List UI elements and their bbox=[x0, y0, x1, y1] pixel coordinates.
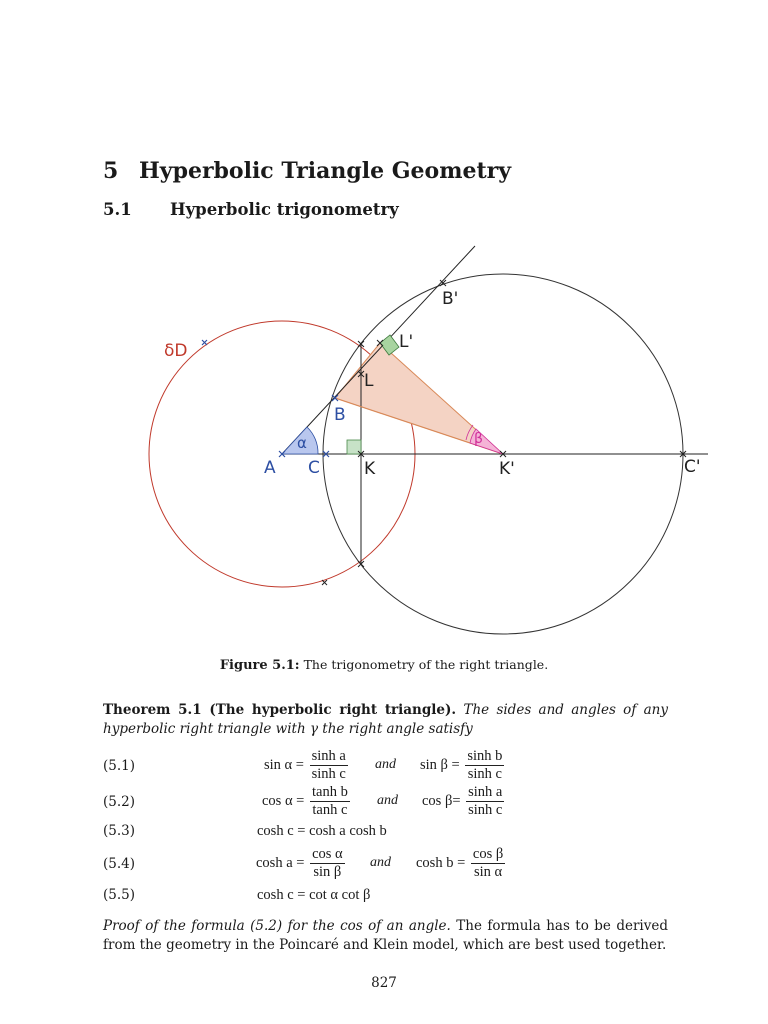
equation-left: cosh a = $\frac{\text{cos α}}{\text{sin β}}$ bbox=[256, 846, 343, 880]
equation-5-5 bbox=[103, 887, 668, 905]
label-b: B bbox=[334, 405, 346, 425]
connector-and: and bbox=[375, 757, 396, 772]
proof-lead: Proof of the formula (5.2) for the cos of an angle. bbox=[103, 918, 451, 934]
caption-text: The trigonometry of the right triangle. bbox=[303, 657, 549, 672]
equation-body: cosh c = cot α cot β bbox=[257, 887, 371, 903]
fraction: $\frac{\text{tanh b}}{\text{tanh c}}$ bbox=[311, 784, 348, 818]
section-title: Hyperbolic Triangle Geometry bbox=[139, 158, 512, 184]
theorem bbox=[103, 701, 668, 739]
page-number: 827 bbox=[371, 975, 397, 991]
equation-right: cos β= $\frac{\text{sinh a}}{\text{sinh c}}$ bbox=[422, 784, 503, 818]
equation-5-4 bbox=[103, 846, 668, 884]
equation-left: cos α = $\frac{\text{tanh b}}{\text{tanh c}}$ bbox=[262, 784, 348, 818]
subsection-number: 5.1 bbox=[103, 200, 132, 219]
proof-text: The formula has to be derived from the geometry in the Poincaré and Klein model, which are best used together. bbox=[103, 918, 668, 953]
point-lower bbox=[322, 580, 327, 585]
figure-caption bbox=[0, 657, 768, 673]
fraction: $\frac{\text{sinh a}}{\text{sinh c}}$ bbox=[311, 748, 346, 782]
subsection-title: Hyperbolic trigonometry bbox=[170, 200, 399, 219]
blue-points bbox=[202, 340, 338, 457]
theorem-label: Theorem 5.1 (The hyperbolic right triangle). bbox=[103, 702, 457, 718]
equation-number: (5.5) bbox=[103, 887, 136, 903]
label-k-prime: K' bbox=[499, 459, 515, 479]
fraction: $\frac{\text{sinh b}}{\text{sinh c}}$ bbox=[467, 748, 503, 782]
connector-and: and bbox=[370, 855, 391, 870]
fraction: $\frac{\text{cos α}}{\text{sin β}}$ bbox=[312, 846, 343, 880]
label-alpha: α bbox=[297, 434, 307, 452]
label-beta: β bbox=[474, 431, 483, 447]
label-c: C bbox=[308, 458, 320, 478]
label-a: A bbox=[264, 458, 276, 478]
equation-number: (5.4) bbox=[103, 856, 136, 872]
equation-right: cosh b = $\frac{\text{cos β}}{\text{sin α}}$ bbox=[416, 846, 504, 880]
label-l: L bbox=[364, 371, 374, 391]
equation-5-3 bbox=[103, 823, 668, 841]
equation-number: (5.1) bbox=[103, 758, 136, 774]
equation-right: sin β = $\frac{\text{sinh b}}{\text{sinh c}}$ bbox=[420, 748, 503, 782]
section-number: 5 bbox=[103, 158, 119, 184]
connector-and: and bbox=[377, 793, 398, 808]
equation-number: (5.3) bbox=[103, 823, 136, 839]
caption-label: Figure 5.1: bbox=[219, 658, 300, 673]
fraction: $\frac{\text{sinh a}}{\text{sinh c}}$ bbox=[468, 784, 503, 818]
fraction: $\frac{\text{cos β}}{\text{sin α}}$ bbox=[472, 846, 504, 880]
equation-number: (5.2) bbox=[103, 794, 136, 810]
label-l-prime: L' bbox=[399, 332, 414, 352]
theorem-statement: The sides and angles of any hyperbolic right triangle with γ the right angle satisfy bbox=[103, 702, 668, 737]
equation-left: sin α = $\frac{\text{sinh a}}{\text{sinh c}}$ bbox=[264, 748, 346, 782]
equation-5-1 bbox=[103, 748, 668, 786]
boundary-marker bbox=[202, 340, 207, 345]
proof-paragraph bbox=[103, 917, 668, 955]
label-b-prime: B' bbox=[442, 289, 459, 309]
equation-body: cosh c = cosh a cosh b bbox=[257, 823, 387, 839]
label-boundary: δD bbox=[164, 341, 188, 361]
label-c-prime: C' bbox=[684, 457, 701, 477]
equation-5-2 bbox=[103, 784, 668, 822]
label-k: K bbox=[364, 459, 376, 479]
